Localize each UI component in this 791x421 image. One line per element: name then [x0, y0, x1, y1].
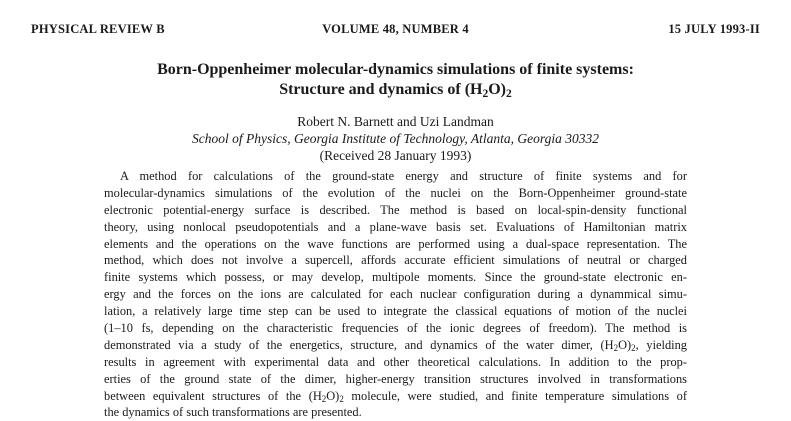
abstract-line: electronic potential-energy surface is described. The method is based on local-spin-density functional	[104, 202, 687, 217]
title-line-1: Born-Oppenheimer molecular-dynamics simulations of finite systems:	[157, 61, 634, 78]
abstract-line: finite systems which possess, or may develop, multipole moments. Since the ground-state electronic en-	[104, 270, 687, 285]
abstract-line: method, which does not involve a supercell, affords accurate efficient simulations of neutral or charged	[104, 253, 687, 268]
volume-number: VOLUME 48, NUMBER 4	[322, 22, 469, 36]
abstract-line: ergy and the forces on the ions are calculated for each nuclear configuration during a dynammical simu-	[104, 287, 687, 302]
title-line-2: Structure and dynamics of $(H_2O)_2$	[279, 81, 512, 100]
abstract-line: lation, a relatively large time step can be used to integrate the classical equations of motion of the nuclei	[104, 304, 687, 319]
abstract-line: results in agreement with experimental data and other theoretical calculations. In addition to the prop-	[104, 354, 687, 369]
journal-name: PHYSICAL REVIEW B	[31, 22, 165, 36]
abstract-line: theory, using nonlocal pseudopotentials and a plane-wave basis set. Evaluations of Hamiltonian matrix	[104, 219, 687, 234]
journal-header	[31, 22, 760, 38]
affiliation: School of Physics, Georgia Institute of Technology, Atlanta, Georgia 30332	[192, 131, 599, 146]
abstract-line: the dynamics of such transformations are presented.	[104, 405, 362, 420]
authors: Robert N. Barnett and Uzi Landman	[297, 114, 494, 129]
issue-date: 15 JULY 1993-II	[668, 22, 760, 36]
abstract	[104, 168, 687, 421]
paper-title	[0, 60, 791, 100]
abstract-line: erties of the ground state of the dimer, higher-energy transition structures involved in transformations	[104, 371, 687, 386]
received-date: (Received 28 January 1993)	[319, 148, 472, 163]
abstract-line: demonstrated via a study of the energetics, structure, and dynamics of the water dimer, $(H_2O)_2$, yielding	[104, 337, 687, 354]
abstract-line: between equivalent structures of the $(H_2O)_2$ molecule, were studied, and finite temperature simulations of	[104, 388, 687, 404]
abstract-line: molecular-dynamics simulations of the evolution of the nuclei on the Born-Oppenheimer ground-state	[104, 185, 687, 200]
abstract-line: (1–10 fs, depending on the characteristic frequencies of the ionic degrees of freedom). The method is	[104, 321, 687, 336]
abstract-line: elements and the operations on the wave functions are performed using a dual-space representation. The	[104, 236, 687, 251]
abstract-line: A method for calculations of the ground-state energy and structure of finite systems and for	[120, 169, 687, 183]
